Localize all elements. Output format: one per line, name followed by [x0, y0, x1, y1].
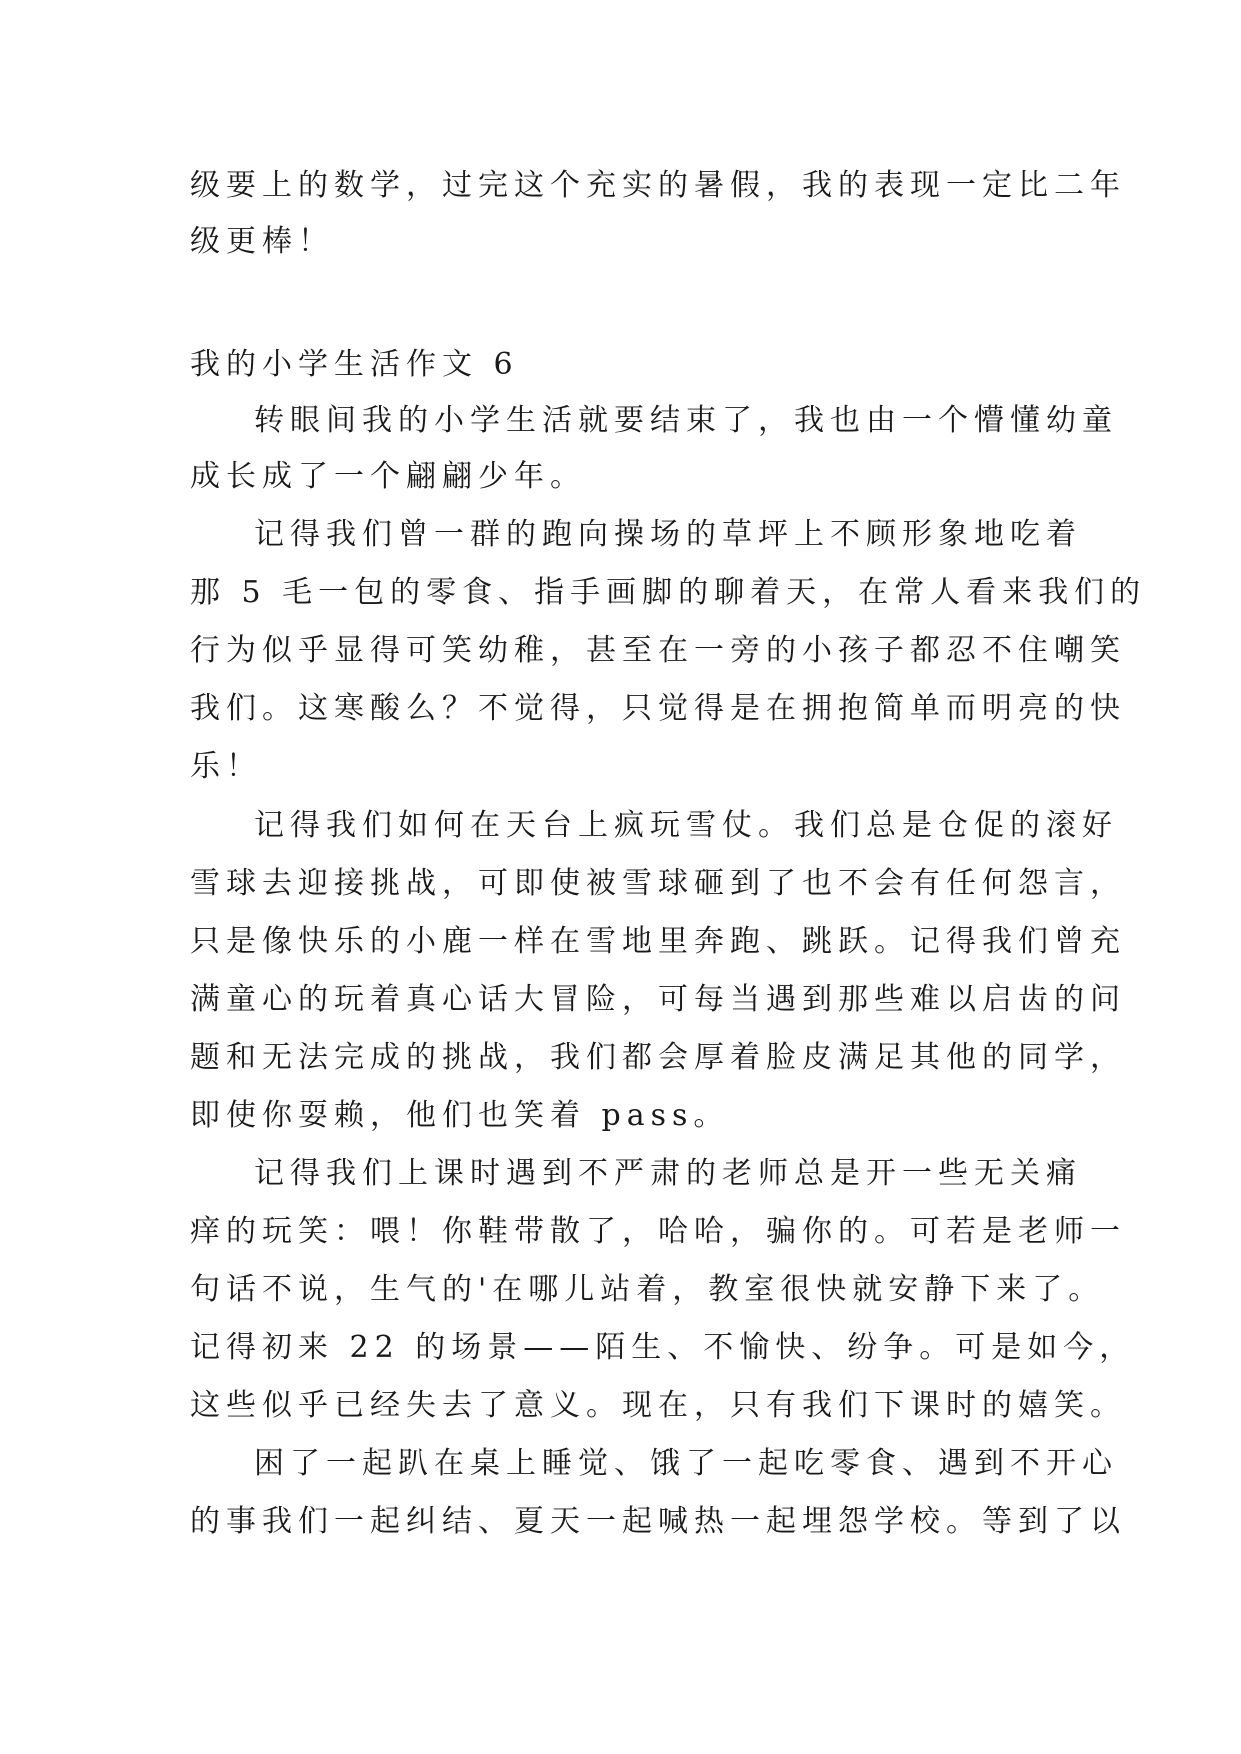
text-line: 级要上的数学，过完这个充实的暑假，我的表现一定比二年 — [190, 168, 1126, 203]
text-line: 成长成了一个翩翩少年。 — [190, 459, 586, 494]
paragraph-first-line: 困了一起趴在桌上睡觉、饿了一起吃零食、遇到不开心 — [254, 1446, 1118, 1481]
text-line: 满童心的玩着真心话大冒险，可每当遇到那些难以启齿的问 — [190, 982, 1126, 1017]
text-line: 痒的玩笑：喂！你鞋带散了，哈哈，骗你的。可若是老师一 — [190, 1214, 1126, 1249]
text-line: 雪球去迎接挑战，可即使被雪球砸到了也不会有任何怨言， — [190, 866, 1126, 901]
text-line: 那 5 毛一包的零食、指手画脚的聊着天，在常人看来我们的 — [190, 575, 1147, 610]
text-line: 的事我们一起纠结、夏天一起喊热一起埋怨学校。等到了以 — [190, 1504, 1126, 1539]
text-line: 级更棒！ — [190, 224, 334, 259]
text-line: 只是像快乐的小鹿一样在雪地里奔跑、跳跃。记得我们曾充 — [190, 924, 1126, 959]
text-line: 即使你耍赖，他们也笑着 pass。 — [190, 1098, 730, 1133]
text-line: 行为似乎显得可笑幼稚，甚至在一旁的小孩子都忍不住嘲笑 — [190, 633, 1126, 668]
text-line: 句话不说，生气的'在哪儿站着，教室很快就安静下来了。 — [190, 1272, 1105, 1307]
paragraph-first-line: 记得我们曾一群的跑向操场的草坪上不顾形象地吃着 — [254, 517, 1082, 552]
text-line: 乐！ — [190, 749, 262, 784]
text-line: 题和无法完成的挑战，我们都会厚着脸皮满足其他的同学， — [190, 1040, 1126, 1075]
paragraph-first-line: 记得我们上课时遇到不严肃的老师总是开一些无关痛 — [254, 1156, 1082, 1191]
text-line: 我们。这寒酸么？不觉得，只觉得是在拥抱简单而明亮的快 — [190, 691, 1126, 726]
paragraph-first-line: 转眼间我的小学生活就要结束了，我也由一个懵懂幼童 — [254, 403, 1118, 438]
text-line: 记得初来 22 的场景——陌生、不愉快、纷争。可是如今， — [190, 1330, 1136, 1365]
text-line: 这些似乎已经失去了意义。现在，只有我们下课时的嬉笑。 — [190, 1388, 1126, 1423]
paragraph-first-line: 记得我们如何在天台上疯玩雪仗。我们总是仓促的滚好 — [254, 808, 1118, 843]
section-heading: 我的小学生活作文 6 — [190, 347, 519, 382]
